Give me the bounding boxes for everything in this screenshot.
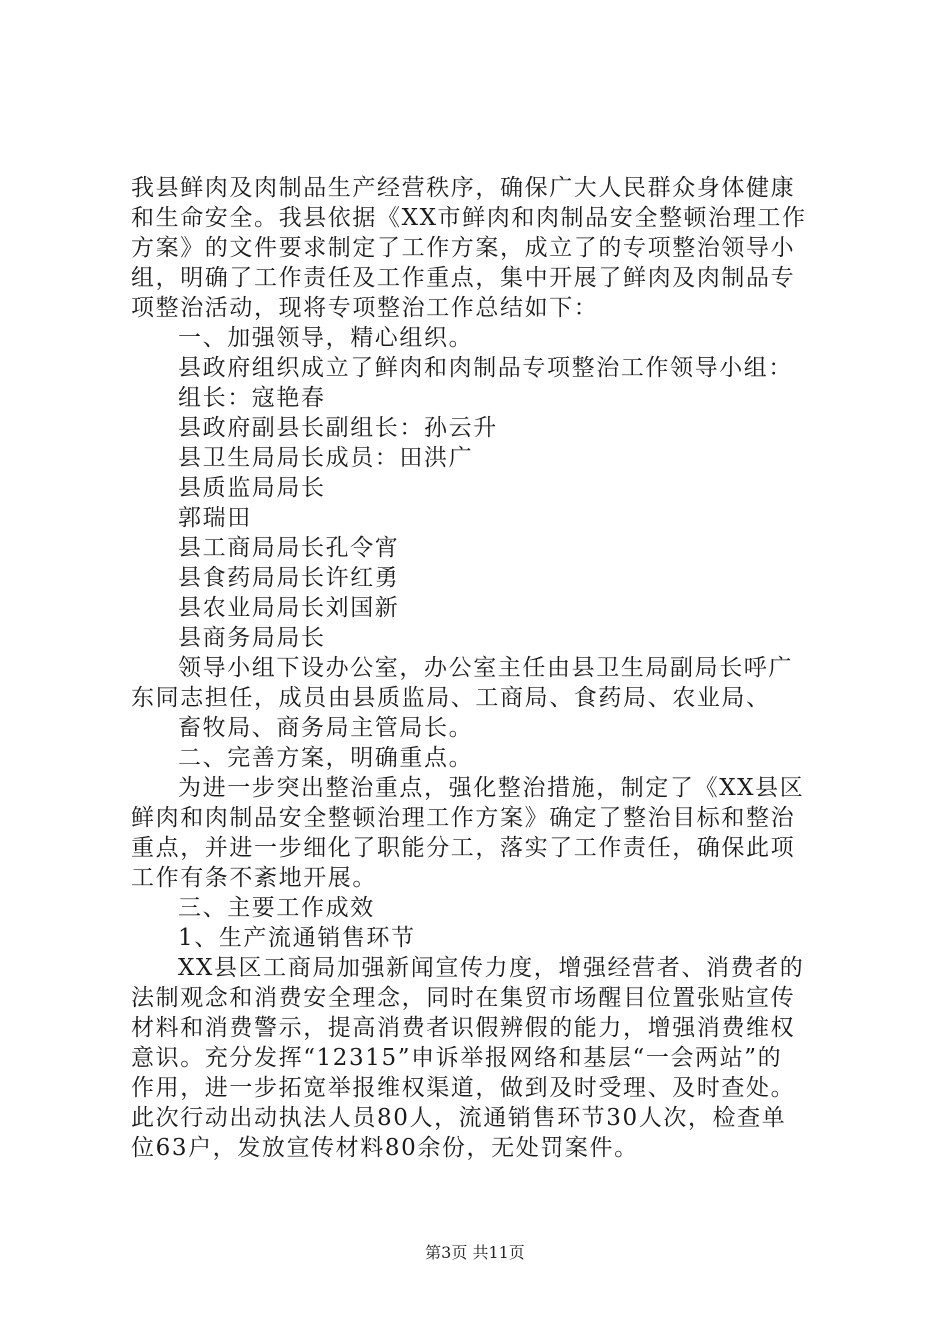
text-line: 和生命安全。我县依据《XX市鲜肉和肉制品安全整顿治理工作	[131, 205, 807, 231]
text-line: 县农业局局长刘国新	[178, 595, 400, 621]
text-line: 组，明确了工作责任及工作重点，集中开展了鲜肉及肉制品专	[131, 265, 796, 291]
text-line: 畜牧局、商务局主管局长。	[178, 715, 474, 741]
text-line: 意识。充分发挥“12315”申诉举报网络和基层“一会两站”的	[131, 1045, 783, 1071]
text-line: 方案》的文件要求制定了工作方案，成立了的专项整治领导小	[131, 235, 796, 261]
text-line: 县卫生局局长成员：田洪广	[178, 445, 474, 471]
text-line: 重点，并进一步细化了职能分工，落实了工作责任，确保此项	[131, 835, 796, 861]
text-line: 为进一步突出整治重点，强化整治措施，制定了《XX县区	[178, 775, 805, 801]
text-line: 县工商局局长孔令宵	[178, 535, 400, 561]
text-line: 县政府副县长副组长：孙云升	[178, 415, 498, 441]
text-line: 我县鲜肉及肉制品生产经营秩序，确保广大人民群众身体健康	[131, 175, 796, 201]
text-line: 项整治活动，现将专项整治工作总结如下：	[131, 295, 599, 321]
text-line: 此次行动出动执法人员80人，流通销售环节30人次，检查单	[131, 1105, 787, 1131]
text-line: 领导小组下设办公室，办公室主任由县卫生局副局长呼广	[178, 655, 793, 681]
text-line: 三、主要工作成效	[178, 895, 375, 921]
text-line: 县政府组织成立了鲜肉和肉制品专项整治工作领导小组：	[178, 355, 793, 381]
text-line: 一、加强领导，精心组织。	[178, 325, 474, 351]
text-line: 郭瑞田	[178, 505, 252, 531]
text-line: 县质监局局长	[178, 475, 326, 501]
text-line: 1、生产流通销售环节	[178, 925, 416, 951]
text-line: 鲜肉和肉制品安全整顿治理工作方案》确定了整治目标和整治	[131, 805, 796, 831]
text-line: 二、完善方案，明确重点。	[178, 745, 474, 771]
text-line: 材料和消费警示，提高消费者识假辨假的能力，增强消费维权	[131, 1015, 796, 1041]
text-line: 县商务局局长	[178, 625, 326, 651]
text-line: 法制观念和消费安全理念，同时在集贸市场醒目位置张贴宣传	[131, 985, 796, 1011]
text-line: 工作有条不紊地开展。	[131, 865, 377, 891]
page-footer: 第3页 共11页	[425, 1243, 525, 1262]
text-line: 东同志担任，成员由县质监局、工商局、食药局、农业局、	[131, 685, 771, 711]
text-line: 位63户，发放宣传材料80余份，无处罚案件。	[131, 1135, 639, 1161]
text-line: 县食药局局长许红勇	[178, 565, 400, 591]
text-line: 组长：寇艳春	[178, 385, 326, 411]
text-line: XX县区工商局加强新闻宣传力度，增强经营者、消费者的	[178, 955, 805, 981]
text-line: 作用，进一步拓宽举报维权渠道，做到及时受理、及时查处。	[131, 1075, 796, 1101]
document-body	[131, 173, 841, 1163]
